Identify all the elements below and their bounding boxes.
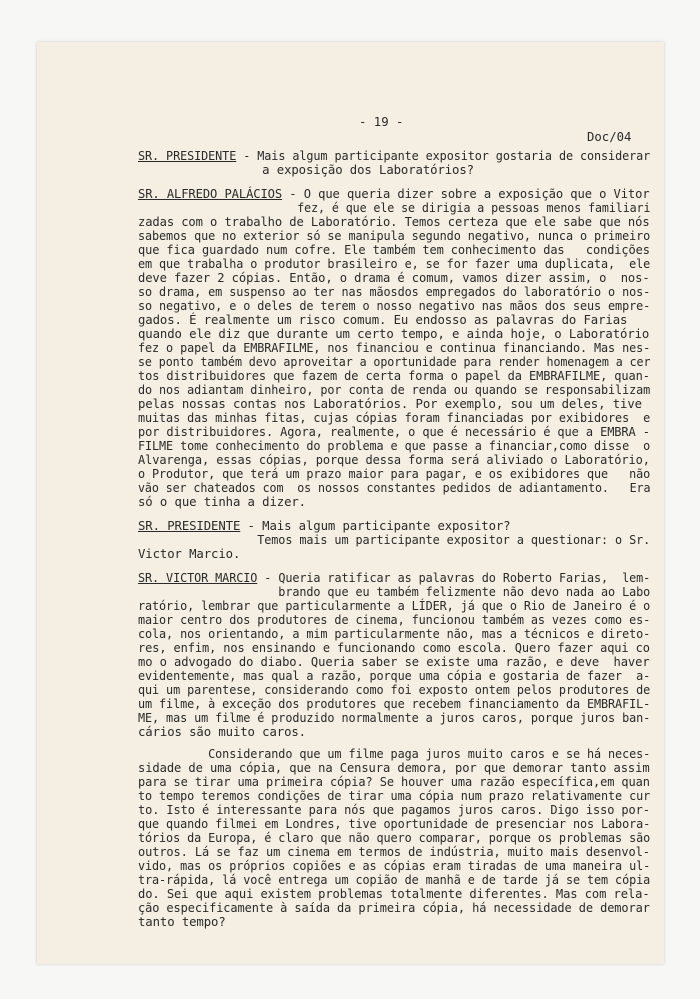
text-line: mo o advogado do diabo. Queria saber se existe uma razão, e deve haver — [138, 655, 650, 669]
text-line: outros. Lá se faz um cinema em termos de indústria, muito mais desenvol- — [138, 845, 650, 859]
text-line: FILME tome conhecimento do problema e que passe a financiar,como disse o — [138, 439, 651, 453]
text-line: tra-rápida, lá você entrega um copião de manhã e de tarde já se tem cópia — [138, 873, 651, 887]
text-line: tanto tempo? — [138, 915, 226, 929]
text-line: do. Sei que aqui existem problemas totalmente diferentes. Mas com rela- — [138, 887, 650, 901]
text-line: que quando filmei em Londres, tive oportunidade de presenciar nos Labora- — [138, 817, 651, 831]
text-line: to. Isto é interessante para nós que pagamos juros caros. Digo isso por- — [138, 803, 650, 817]
text-line: quando ele diz que durante um certo tempo, e ainda hoje, o Laboratório — [138, 327, 650, 341]
text-line: SR. PRESIDENTE - Mais algum participante expositor? — [138, 519, 511, 533]
text-line: em que trabalha o produtor brasileiro e, se for fazer uma duplicata, ele — [138, 257, 651, 271]
text-line: SR. ALFREDO PALÁCIOS - O que queria dizer sobre a exposição que o Vitor — [138, 187, 650, 201]
text-line: para se tirar uma primeira cópia? Se houver uma razão específica,em quan — [138, 775, 650, 789]
text-line: SR. VICTOR MARCIO - Queria ratificar as palavras do Roberto Farias, lem- — [138, 571, 651, 585]
document-page — [37, 42, 664, 964]
text-line: so negativo, e o deles de terem o nosso negativo nas mãos dos seus empre- — [138, 299, 651, 313]
text-line: sidade de uma cópia, que na Censura demora, por que demorar tanto assim — [138, 761, 650, 775]
text-line: que fica guardado num cofre. Ele também tem conhecimento das condições — [138, 243, 650, 257]
text-line: vido, mas os próprios copiões e as cópias eram tiradas de uma maneira ul- — [138, 859, 651, 873]
text-line: zadas com o trabalho de Laboratório. Temos certeza que ele sabe que nós — [138, 215, 650, 229]
text-line: brando que eu também felizmente não devo nada ao Labo — [138, 585, 651, 599]
text-line: gados. É realmente um risco comum. Eu endosso as palavras do Farias — [138, 313, 628, 327]
text-line: deve fazer 2 cópias. Então, o drama é comum, vamos dizer assim, o nos- — [138, 271, 650, 285]
text-line: fez, é que ele se dirigia a pessoas menos familiari — [138, 201, 651, 215]
text-line: to tempo teremos condições de tirar uma cópia num prazo relativamente cur — [138, 789, 651, 803]
text-line: Temos mais um participante expositor a questionar: o Sr. — [138, 533, 651, 547]
speaker-name: SR. ALFREDO PALÁCIOS — [138, 187, 283, 201]
speaker-name: SR. PRESIDENTE — [138, 519, 241, 533]
text-line: Considerando que um filme paga juros muito caros e se há neces- — [138, 747, 651, 761]
text-line: o Produtor, que terá um prazo maior para pagar, e os exibidores que não — [138, 467, 651, 481]
text-line: Alvarenga, essas cópias, porque dessa forma será aliviado o Laboratório, — [138, 453, 650, 467]
text-line: so drama, em suspenso ao ter nas mãosdos empregados do laboratório o nos- — [138, 285, 651, 299]
text-line: por distribuidores. Agora, realmente, o que é necessário é que a EMBRA - — [138, 425, 650, 439]
text-line: tórios da Europa, é claro que não quero comparar, porque os problemas são — [138, 831, 651, 845]
text-line: do nos adiantam dinheiro, por conta de renda ou quando se responsabilizam — [138, 383, 651, 397]
text-line: res, enfim, nos ensinando e funcionando como escola. Quero fazer aqui co — [138, 641, 650, 655]
text-line: tos distribuidores que fazem de certa forma o papel da EMBRAFILME, quan- — [138, 369, 650, 383]
document-reference: Doc/04 — [587, 130, 632, 144]
text-line: qui um parentese, considerando como foi exposto ontem pelos produtores de — [138, 683, 651, 697]
text-line: ção especificamente à saída da primeira cópia, há necessidade de demorar — [138, 901, 650, 915]
text-line: ratório, lembrar que particularmente a LÍDER, já que o Rio de Janeiro é o — [138, 599, 651, 613]
text-line: um filme, à exceção dos produtores que recebem financiamento da EMBRAFIL- — [138, 697, 651, 711]
text-line: fez o papel da EMBRAFILME, nos financiou e continua financiando. Mas nes- — [138, 341, 651, 355]
page-number: - 19 - — [359, 115, 404, 129]
text-line: Victor Marcio. — [138, 547, 241, 561]
text-line: cários são muito caros. — [138, 725, 306, 739]
text-line: só o que tinha a dizer. — [138, 495, 306, 509]
text-line: sabemos que no exterior só se manipula segundo negativo, nunca o primeiro — [138, 229, 651, 243]
speaker-name: SR. VICTOR MARCIO — [138, 571, 258, 585]
text-line: se ponto também devo aproveitar a oportunidade para render homenagem a cer — [138, 355, 651, 369]
text-line: ME, mas um filme é produzido normalmente a juros caros, porque juros ban- — [138, 711, 651, 725]
text-line: cola, nos orientando, a mim particularmente não, mas a técnicos e direto- — [138, 627, 651, 641]
text-line: vão ser chateados com os nossos constantes pedidos de adiantamento. Era — [138, 481, 651, 495]
text-line: maior centro dos produtores de cinema, funcionou também as vezes como es- — [138, 613, 651, 627]
text-line: evidentemente, mas qual a razão, porque uma cópia e gostaria de fazer a- — [138, 669, 651, 683]
text-line: a exposição dos Laboratórios? — [138, 163, 474, 177]
text-line: SR. PRESIDENTE - Mais algum participante expositor gostaria de considerar — [138, 149, 651, 163]
text-line: muitas das minhas fitas, cujas cópias foram financiadas por exibidores e — [138, 411, 651, 425]
text-line: pelas nossas contas nos Laboratórios. Por exemplo, sou um deles, tive — [138, 397, 642, 411]
speaker-name: SR. PRESIDENTE — [138, 149, 237, 163]
